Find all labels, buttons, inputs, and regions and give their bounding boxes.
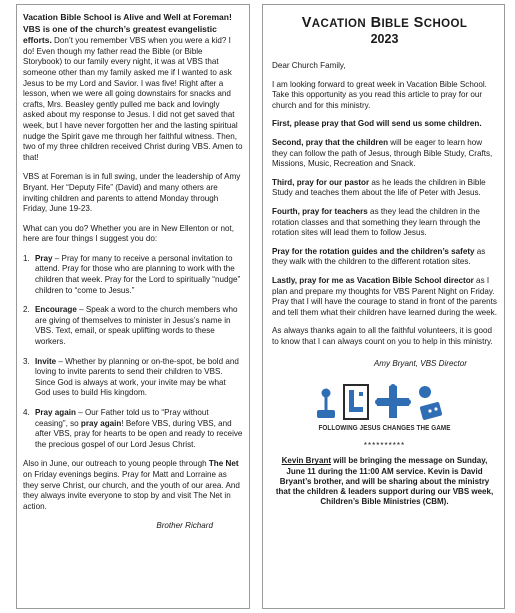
item-emphasis: pray again bbox=[80, 418, 122, 428]
intro-text: Don’t you remember VBS when you were a kid? I do! Even though my father read the Bible (or Bible Storybook) to our family every night, it was at VBS that someone other than my family asked me if I wanted to ask Jesus to be my Lord and Savior. I was five! Right after a lesson, when we were all going downstairs for snacks and crafts, Mrs. Beasley gently pulled me back and lovingly asked about my response to Jesus. I did not get saved that week, but I have never forgotten her and the lasting spiritual nudge the Spirit gave me through her faithful witness. Then, two of my three children received Christ during VBS. Amen to that! bbox=[23, 36, 243, 162]
speaker-name: Kevin Bryant bbox=[281, 456, 332, 466]
list-item bbox=[23, 254, 243, 296]
pastor-article bbox=[16, 4, 250, 609]
intro-paragraph bbox=[23, 12, 243, 163]
leadership-paragraph: VBS at Foreman is in full swing, under the leadership of Amy Bryant. Her “Deputy Fife” (David) and many others are inviting children and parents to attend Monday through Friday, June 19-23. bbox=[23, 172, 241, 214]
prayer-text: as they walk with the children to the different rotation sites. bbox=[272, 246, 486, 267]
title-smallcaps: ACATION bbox=[311, 18, 367, 30]
prayer-text: as they lead the children in the rotation classes and that something they learn through the rotation sites will lead them to follow Jesus. bbox=[272, 206, 481, 238]
prayer-heading: First, please pray that God will send us some children. bbox=[272, 119, 482, 129]
prayer-fifth bbox=[272, 247, 497, 268]
title-year: 2023 bbox=[370, 32, 399, 46]
prayer-heading: Second, pray that the children bbox=[272, 137, 389, 147]
item-title: Pray again bbox=[35, 408, 76, 417]
prayer-last bbox=[272, 276, 497, 318]
prayer-fourth bbox=[272, 207, 497, 239]
vbs-logo bbox=[262, 380, 497, 420]
prayer-heading: Third, pray for our pastor bbox=[272, 177, 370, 187]
item-text-end: ! Before VBS, during VBS, and after VBS, pray for hearts to be open and ready to receive the precious gospel of our Lord Jesus Christ. bbox=[35, 418, 243, 449]
suggestion-paragraph: What can you do? Whether you are in New Ellenton or not, here are four things I suggest you do: bbox=[23, 223, 235, 244]
director-signature: Amy Bryant, VBS Director bbox=[373, 359, 467, 369]
item-text: – Our Father told us to “Pray without ceasing”, so bbox=[35, 408, 209, 428]
prayer-third bbox=[272, 178, 497, 199]
prayer-text: will be eager to learn how they can follow the path of Jesus, through Bible Study, Crafts, Missions, Music, Recreation and Snack. bbox=[272, 137, 493, 169]
net-text-end: on Friday evenings begins. Pray for Matt and Lorraine as they serve Christ, our church, and the youth of our area. And they always invite everyone to stop by and visit The Net in action. bbox=[23, 469, 240, 511]
item-text: – Whether by planning or on-the-spot, be bold and loving to invite parents to send their children to VBS. Since God is always at work, your invite may be what God uses to build His kingdom. bbox=[35, 356, 239, 398]
logo-caption: FOLLOWING JESUS CHANGES THE GAME bbox=[318, 425, 451, 433]
prayer-heading: Pray for the rotation guides and the children’s safety bbox=[272, 246, 475, 256]
title-letter: S bbox=[413, 15, 424, 31]
item-title: Invite bbox=[35, 356, 57, 366]
page-title bbox=[272, 15, 497, 32]
separator-stars: ********** bbox=[363, 440, 406, 450]
item-title: Pray bbox=[35, 253, 53, 263]
net-name: The Net bbox=[208, 459, 239, 469]
prayer-text: as he leads the children in Bible Study and teaches them about the life of Peter with Jesus. bbox=[272, 177, 486, 198]
item-number: 3. bbox=[23, 356, 30, 366]
notice-text: will be bringing the message on Sunday, June 11 during the 11:00 AM service. Kevin is David Bryant’s brother, and will be sharing about the ministry that the children & leaders support during our VBS week, Children’s Bible Ministries (CBM). bbox=[275, 456, 494, 507]
list-item bbox=[23, 357, 243, 399]
item-number: 1. bbox=[23, 253, 30, 263]
pastor-signature: Brother Richard bbox=[156, 521, 213, 531]
item-text: – Pray for many to receive a personal invitation to attend. Pray for those who are planning to work with the children that week. Pray for the Lord to spiritually “nudge” children to “come to Jesus.” bbox=[35, 253, 241, 295]
prayer-heading: Fourth, pray for teachers bbox=[272, 206, 368, 216]
net-paragraph bbox=[23, 459, 243, 512]
prayer-text: as I plan and prepare my thoughts for VBS Parent Night on Friday. Pray that I will have the courage to stand in front of the parents and tell them what their children have learned during the week. bbox=[272, 275, 497, 317]
list-item bbox=[23, 305, 243, 347]
level-screen-icon bbox=[343, 384, 369, 420]
intro-headline: Vacation Bible School is Alive and Well at Foreman! VBS is one of the church’s greatest evangelistic efforts. bbox=[23, 12, 232, 46]
item-title: Encourage bbox=[35, 305, 77, 315]
prayer-first bbox=[272, 119, 497, 130]
net-text: Also in June, our outreach to young people through bbox=[23, 459, 209, 469]
thanks-paragraph: As always thanks again to all the faithful volunteers, it is good to know that I can always count on you to help in this ministry. bbox=[272, 326, 493, 346]
prayer-second bbox=[272, 138, 497, 170]
title-smallcaps: IBLE bbox=[381, 18, 410, 30]
director-letter bbox=[262, 4, 505, 609]
suggestion-list bbox=[23, 254, 243, 451]
item-number: 4. bbox=[23, 408, 30, 417]
prayer-heading: Lastly, pray for me as Vacation Bible School director bbox=[272, 275, 474, 285]
title-letter: V bbox=[301, 15, 312, 31]
item-number: 2. bbox=[23, 305, 30, 315]
guest-speaker-notice bbox=[272, 456, 497, 507]
joystick-icon bbox=[315, 388, 337, 420]
title-smallcaps: CHOOL bbox=[423, 18, 468, 30]
letter-intro: I am looking forward to great week in Vacation Bible School. Take this opportunity as you read this article to pray for our church and for this ministry. bbox=[272, 79, 487, 110]
greeting: Dear Church Family, bbox=[272, 61, 346, 70]
list-item bbox=[23, 408, 243, 450]
puzzle-cross-icon bbox=[375, 384, 411, 420]
title-letter: B bbox=[370, 15, 382, 31]
item-text: – Speak a word to the church members who are giving of themselves to minister in Jesus’s name in VBS. Text, email, or speak uplifting words to these workers. bbox=[35, 305, 238, 347]
game-pieces-icon bbox=[417, 384, 445, 420]
